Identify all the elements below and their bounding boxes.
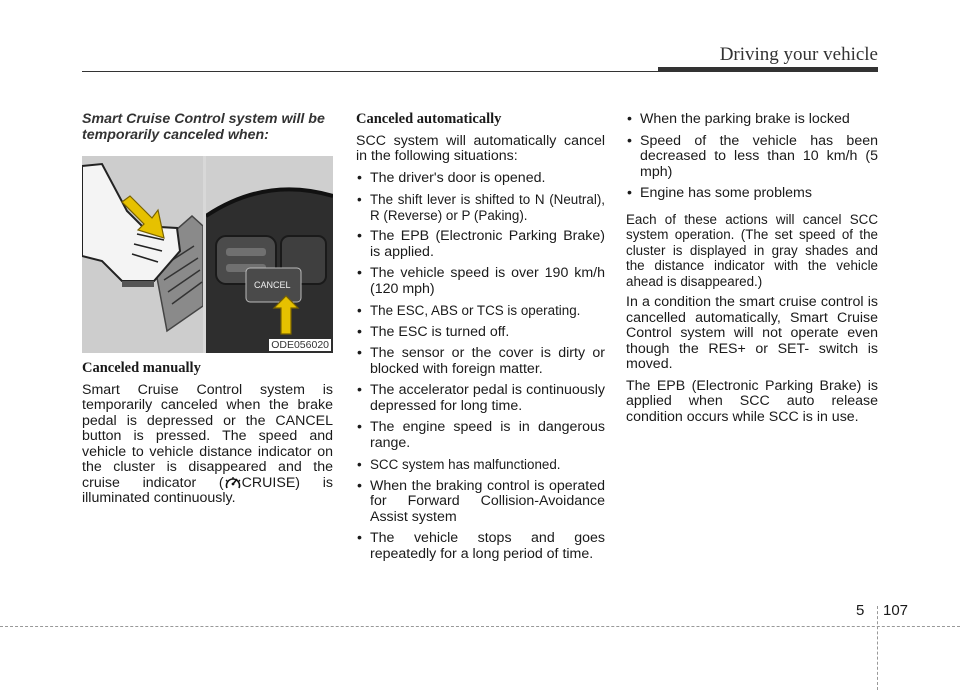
subheading-canceled-automatically: Canceled automatically xyxy=(356,111,502,127)
cruise-indicator-icon xyxy=(225,476,241,490)
auto-cancel-note-paragraph: In a condition the smart cruise control is cancelled automatically, Smart Cruise Control system will not operate even though the RES+ or SET- switch is moved. xyxy=(626,294,878,372)
brake-pedal-panel xyxy=(82,156,203,353)
list-item: • The ESC is turned off. xyxy=(356,325,605,341)
manual-cancel-text-b: ) is illuminated continuously. xyxy=(82,474,333,506)
figure-cancel-illustration xyxy=(82,156,333,353)
subheading-canceled-manually: Canceled manually xyxy=(82,360,201,376)
cruise-indicator-label: CRUISE xyxy=(241,474,296,491)
list-item: • The ESC, ABS or TCS is operating. xyxy=(356,303,605,319)
epb-note-paragraph: The EPB (Electronic Parking Brake) is applied when SCC auto release condition occurs while SCC is in use. xyxy=(626,377,878,425)
steering-wheel-switch-illustration xyxy=(206,156,333,353)
page-number: 107 xyxy=(883,602,909,619)
column-3 xyxy=(626,112,878,431)
list-item: • The vehicle stops and goes repeatedly for a long period of time. xyxy=(356,531,605,562)
list-item: • The EPB (Electronic Parking Brake) is applied. xyxy=(356,229,605,260)
figure-code: ODE056020 xyxy=(271,339,329,351)
list-item: • Speed of the vehicle has been decreased to less than 10 km/h (5 mph) xyxy=(626,134,878,181)
page-header-title: Driving your vehicle xyxy=(719,44,878,65)
list-item: • The vehicle speed is over 190 km/h (120 mph) xyxy=(356,266,605,297)
list-item: • The engine speed is in dangerous range. xyxy=(356,420,605,451)
list-item: • The shift lever is shifted to N (Neutral), R (Reverse) or P (Paking). xyxy=(356,192,605,223)
footer-divider xyxy=(877,606,878,690)
list-item: • When the parking brake is locked xyxy=(626,112,878,128)
cancel-button-label: CANCEL xyxy=(254,280,291,290)
footer-rule xyxy=(0,626,960,627)
cancel-effect-paragraph: Each of these actions will cancel SCC system operation. (The set speed of the cluster is displayed in gray shades and the distance indicator with the vehicle ahead is disappeared.) xyxy=(626,211,878,289)
auto-cancel-intro: SCC system will automatically cancel in the following situations: xyxy=(356,132,605,164)
manual-cancel-text-a: Smart Cruise Control system is temporarily canceled when the brake pedal is depressed or the CANCEL button is pressed. The speed and vehicle to vehicle distance indicator on the cluster is disappeared and the cruise indicator ( xyxy=(82,381,333,491)
auto-cancel-list xyxy=(356,171,605,563)
list-item: • SCC system has malfunctioned. xyxy=(356,457,605,473)
header-rule-accent xyxy=(658,67,878,72)
list-item: • When the braking control is operated for Forward Collision-Avoidance Assist system xyxy=(356,479,605,526)
auto-cancel-list-continued xyxy=(626,112,878,202)
list-item: • The driver's door is opened. xyxy=(356,171,605,187)
list-item: • The sensor or the cover is dirty or blocked with foreign matter. xyxy=(356,346,605,377)
list-item: • The accelerator pedal is continuously depressed for long time. xyxy=(356,383,605,414)
manual-cancel-paragraph xyxy=(82,383,333,507)
brake-pedal-illustration xyxy=(82,156,203,353)
steering-switch-panel xyxy=(206,156,333,353)
column-2 xyxy=(356,112,605,568)
list-item: • Engine has some problems xyxy=(626,186,878,202)
section-heading: Smart Cruise Control system will be temporarily canceled when: xyxy=(82,111,325,143)
header-rule xyxy=(82,71,660,72)
chapter-number: 5 xyxy=(856,602,865,619)
column-1 xyxy=(82,112,333,513)
